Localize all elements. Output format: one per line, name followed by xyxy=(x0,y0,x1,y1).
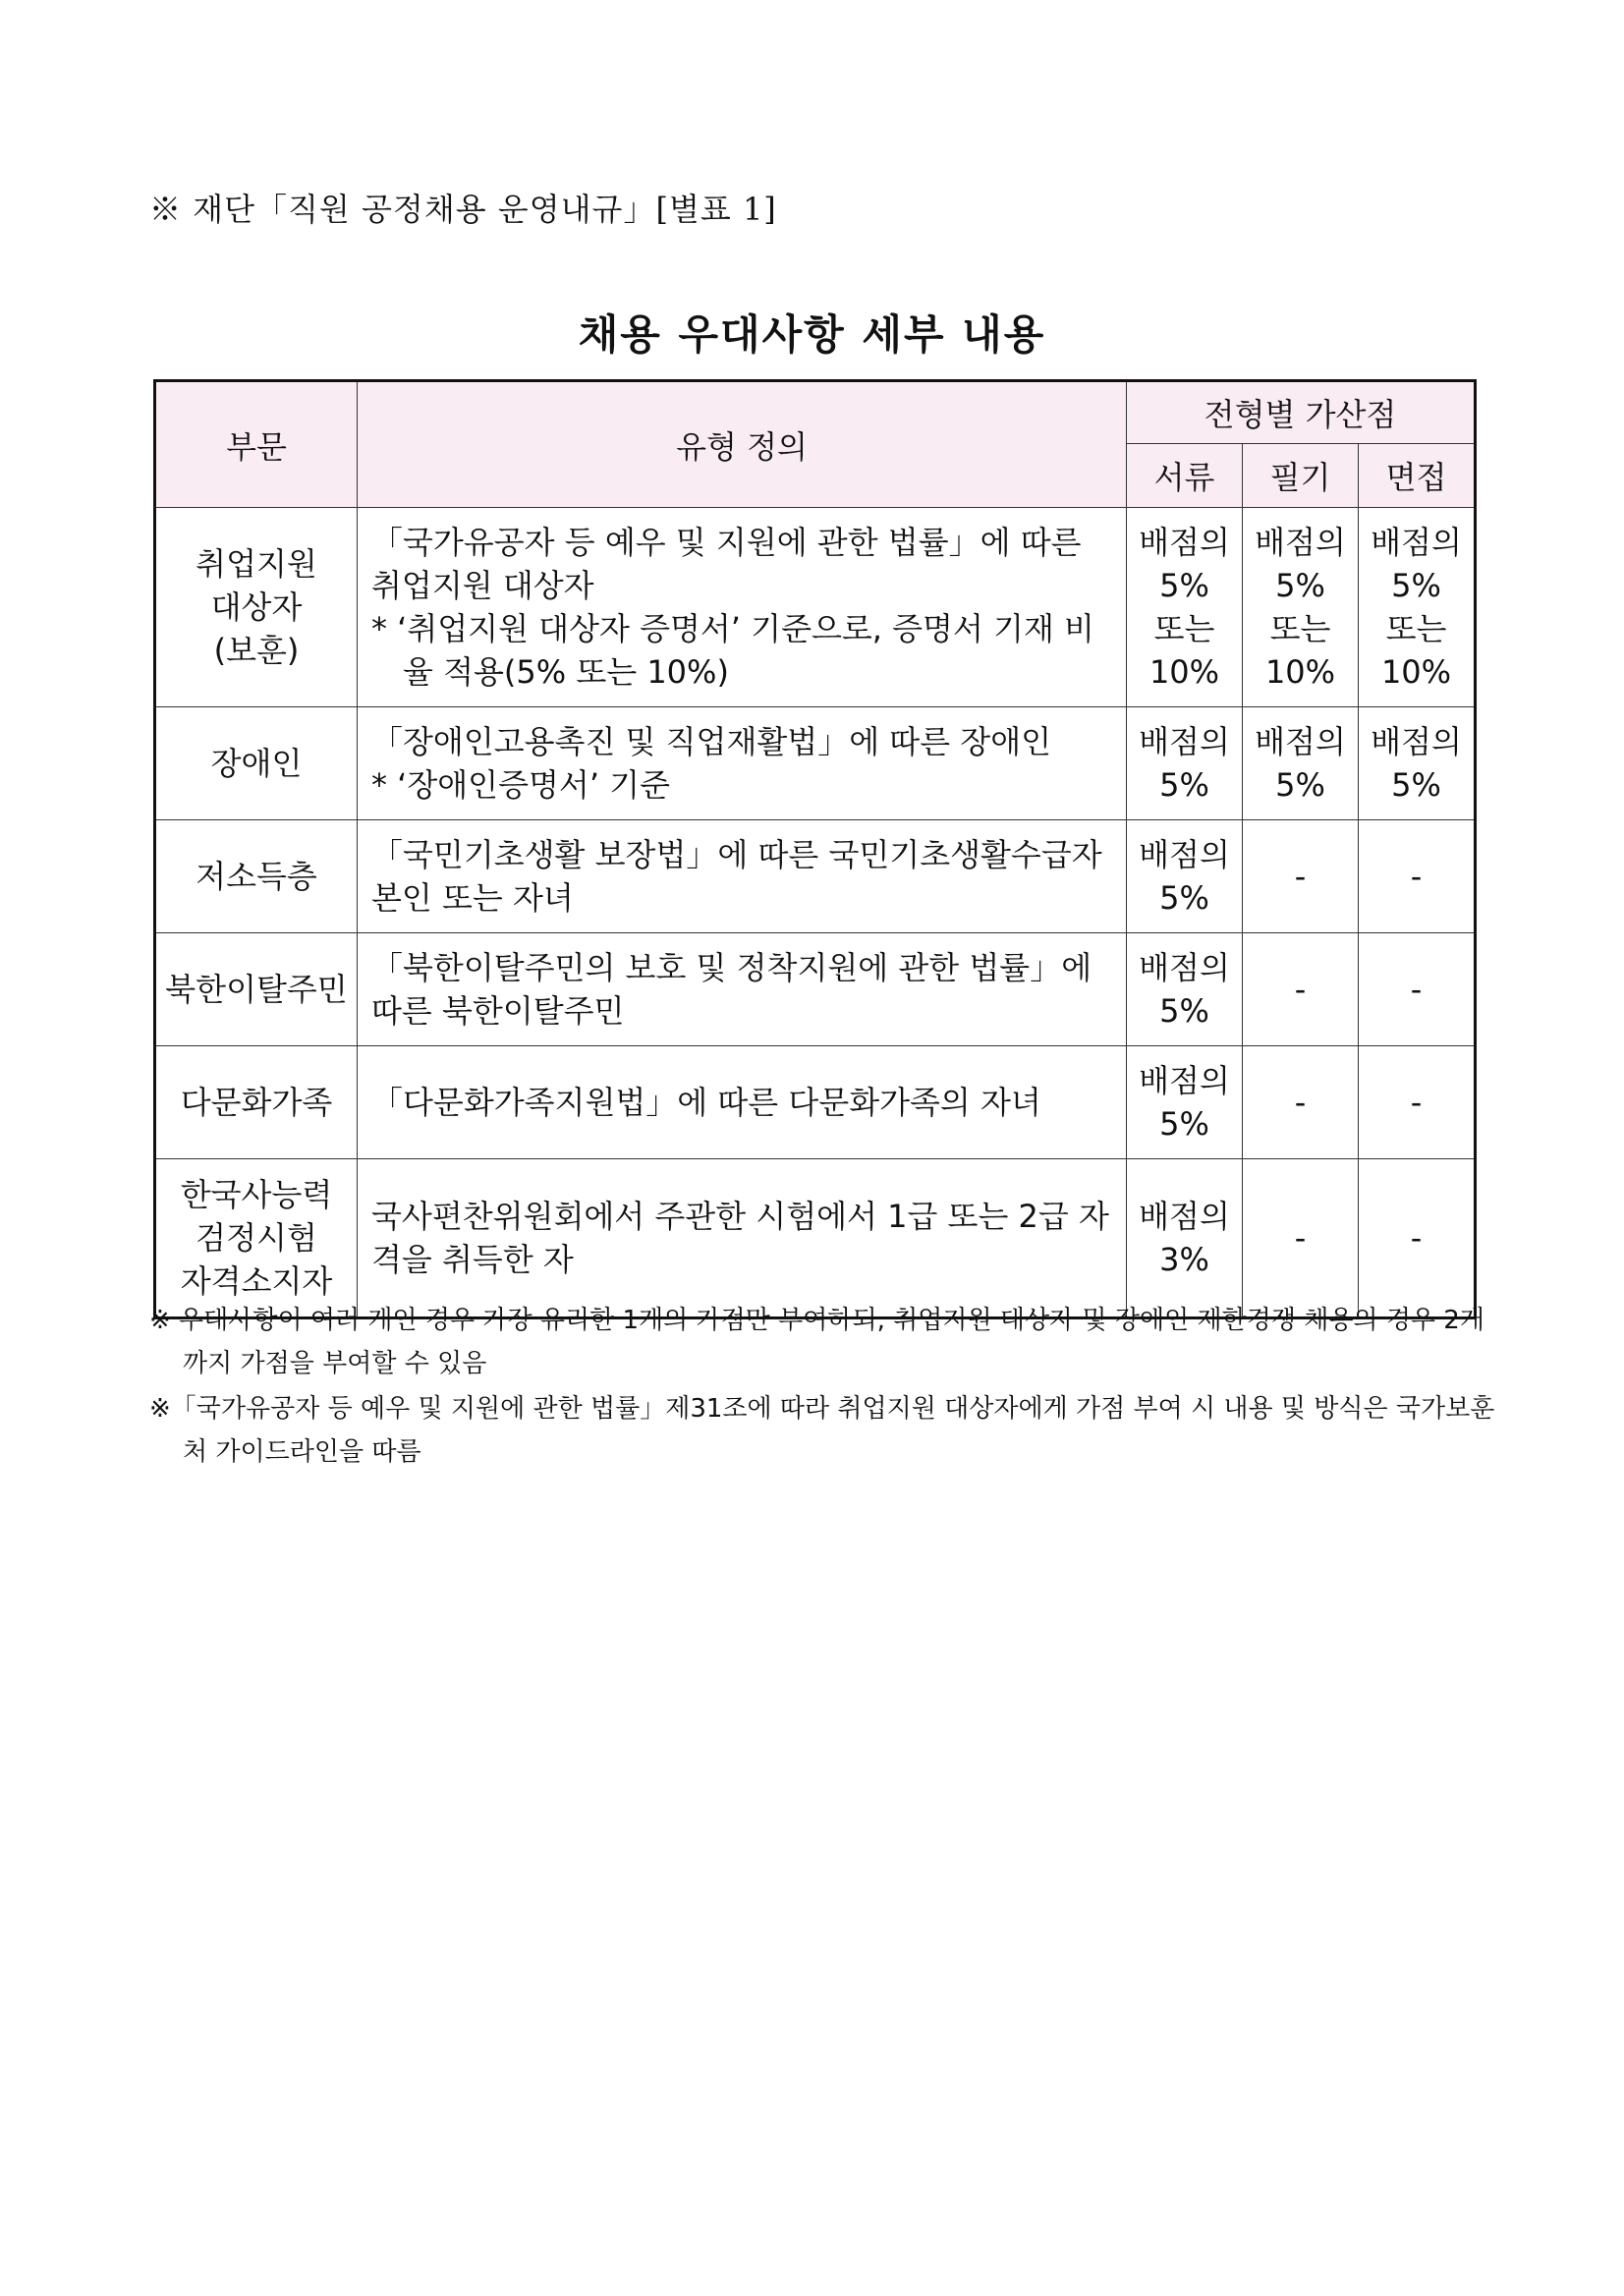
page-title: 채용 우대사항 세부 내용 xyxy=(578,310,1046,359)
points-line: - xyxy=(1294,1218,1307,1257)
points-line: 5% xyxy=(1159,566,1209,604)
points-line: 배점의 xyxy=(1139,523,1230,561)
points-line: 5% xyxy=(1159,1105,1209,1143)
dept-line: (보훈) xyxy=(213,632,300,670)
table-body xyxy=(155,508,1476,1318)
points-line: - xyxy=(1410,1218,1423,1257)
definition-note: * ‘취업지원 대상자 증명서’ 기준으로, 증명서 기재 비율 적용(5% 또는 10%) xyxy=(371,610,1094,692)
points-line: - xyxy=(1294,970,1307,1008)
points-line: - xyxy=(1410,857,1423,895)
points-line: 또는 xyxy=(1153,610,1215,647)
table-row xyxy=(155,508,1476,707)
cell-dept xyxy=(155,820,358,933)
cell-definition xyxy=(358,933,1127,1046)
cell-points-written xyxy=(1243,820,1359,933)
points-line: 또는 xyxy=(1385,610,1447,647)
header-dept: 부문 xyxy=(155,381,358,508)
dept-line: 검정시험 xyxy=(196,1218,317,1257)
cell-definition xyxy=(358,1159,1127,1318)
cell-points-written xyxy=(1243,1046,1359,1159)
cell-points-written xyxy=(1243,508,1359,707)
cell-dept xyxy=(155,707,358,820)
cell-points-interview xyxy=(1359,1159,1476,1318)
cell-points-doc xyxy=(1127,820,1243,933)
points-line: 5% xyxy=(1159,879,1209,917)
points-line: - xyxy=(1410,970,1423,1008)
definition-text: 「다문화가족지원법」에 따른 다문화가족의 자녀 xyxy=(371,1083,1041,1121)
cell-points-doc xyxy=(1127,1159,1243,1318)
dept-line: 장애인 xyxy=(210,744,303,782)
cell-points-written xyxy=(1243,933,1359,1046)
dept-line: 저소득층 xyxy=(196,857,317,895)
reference-note: ※ 재단「직원 공정채용 운영내규」[별표 1] xyxy=(149,191,777,228)
cell-definition xyxy=(358,508,1127,707)
footnote-2: ※「국가유공자 등 예우 및 지원에 관한 법률」제31조에 따라 취업지원 대상자에게 가점 부여 시 내용 및 방식은 국가보훈처 가이드라인을 따름 xyxy=(149,1394,1495,1467)
table-row xyxy=(155,707,1476,820)
points-line: 10% xyxy=(1148,653,1220,692)
dept-line: 자격소지자 xyxy=(180,1262,333,1301)
points-line: 배점의 xyxy=(1255,722,1346,760)
cell-dept xyxy=(155,1046,358,1159)
header-points-group: 전형별 가산점 xyxy=(1127,381,1476,444)
points-line: 또는 xyxy=(1269,610,1331,647)
cell-points-interview xyxy=(1359,508,1476,707)
cell-points-interview xyxy=(1359,820,1476,933)
points-line: 5% xyxy=(1275,566,1325,604)
definition-text: 「국가유공자 등 예우 및 지원에 관한 법률」에 따른 취업지원 대상자 xyxy=(371,523,1082,604)
cell-dept xyxy=(155,933,358,1046)
cell-points-written xyxy=(1243,1159,1359,1318)
points-line: 배점의 xyxy=(1371,722,1462,760)
points-line: 5% xyxy=(1391,766,1441,804)
table-row xyxy=(155,1159,1476,1318)
points-line: 3% xyxy=(1159,1241,1209,1278)
dept-line: 취업지원 xyxy=(196,544,317,583)
cell-points-written xyxy=(1243,707,1359,820)
dept-line: 대상자 xyxy=(210,588,303,626)
definition-text: 「국민기초생활 보장법」에 따른 국민기초생활수급자 본인 또는 자녀 xyxy=(371,835,1102,917)
points-line: - xyxy=(1294,1083,1307,1121)
points-line: 배점의 xyxy=(1139,722,1230,760)
dept-line: 북한이탈주민 xyxy=(165,970,348,1008)
points-line: 배점의 xyxy=(1371,523,1462,561)
points-line: 10% xyxy=(1380,653,1452,692)
points-line: 5% xyxy=(1159,992,1209,1030)
points-line: 배점의 xyxy=(1139,835,1230,873)
cell-points-doc xyxy=(1127,1046,1243,1159)
points-line: 5% xyxy=(1275,766,1325,804)
table-row xyxy=(155,1046,1476,1159)
cell-dept xyxy=(155,508,358,707)
definition-text: 「장애인고용촉진 및 직업재활법」에 따른 장애인 xyxy=(371,722,1052,760)
points-line: 10% xyxy=(1264,653,1336,692)
points-line: - xyxy=(1410,1083,1423,1121)
header-interview: 면접 xyxy=(1359,444,1476,508)
cell-definition xyxy=(358,1046,1127,1159)
cell-dept xyxy=(155,1159,358,1318)
cell-points-doc xyxy=(1127,933,1243,1046)
table-row xyxy=(155,933,1476,1046)
footnote-1: ※ 우대사항이 여러 개인 경우 가장 유리한 1개의 가점만 부여하되, 취업지원 대상자 및 장애인 제한경쟁 채용의 경우 2개까지 가점을 부여할 수 있음 xyxy=(149,1306,1484,1378)
dept-line: 다문화가족 xyxy=(180,1083,333,1121)
points-line: 5% xyxy=(1391,566,1441,604)
table-row xyxy=(155,820,1476,933)
header-doc: 서류 xyxy=(1127,444,1243,508)
cell-points-doc xyxy=(1127,508,1243,707)
cell-points-interview xyxy=(1359,707,1476,820)
points-line: - xyxy=(1294,857,1307,895)
points-line: 5% xyxy=(1159,766,1209,804)
cell-points-doc xyxy=(1127,707,1243,820)
cell-definition xyxy=(358,707,1127,820)
definition-text: 「북한이탈주민의 보호 및 정착지원에 관한 법률」에 따른 북한이탈주민 xyxy=(371,948,1092,1030)
definition-note: * ‘장애인증명서’ 기준 xyxy=(371,766,670,804)
points-line: 배점의 xyxy=(1139,1061,1230,1099)
header-written: 필기 xyxy=(1243,444,1359,508)
points-line: 배점의 xyxy=(1255,523,1346,561)
cell-definition xyxy=(358,820,1127,933)
dept-line: 한국사능력 xyxy=(180,1175,333,1213)
header-definition: 유형 정의 xyxy=(358,381,1127,508)
definition-text: 국사편찬위원회에서 주관한 시험에서 1급 또는 2급 자격을 취득한 자 xyxy=(371,1197,1109,1278)
footnotes xyxy=(149,1299,1495,1476)
points-line: 배점의 xyxy=(1139,1197,1230,1235)
points-line: 배점의 xyxy=(1139,948,1230,986)
preference-table xyxy=(153,379,1477,1319)
cell-points-interview xyxy=(1359,1046,1476,1159)
cell-points-interview xyxy=(1359,933,1476,1046)
